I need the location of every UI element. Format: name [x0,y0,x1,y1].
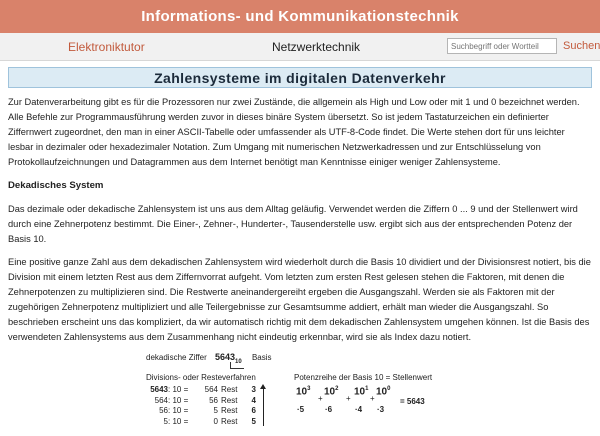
quotient: 5 [213,406,218,415]
rest-value: 5 [251,416,256,426]
division-row [146,417,256,428]
divisor: : 10 = [168,385,189,394]
label-decimal-digit: dekadische Ziffer [146,353,207,362]
site-title: Informations- und Kommunikationstechnik [141,8,459,25]
page-title: Zahlensysteme im digitalen Datenverkehr [154,69,446,86]
page-title-bar [8,67,592,88]
article-content [8,95,592,353]
power-factor: ·5 [297,405,305,414]
division-row [146,406,256,417]
plus-sign: + [318,394,323,403]
nav-link-netzwerktechnik[interactable]: Netzwerktechnik [272,40,361,54]
division-row [146,396,256,407]
divisor: : 10 = [168,406,189,415]
power-term: $10^2$ [324,386,339,398]
nav-link-elektroniktutor[interactable]: Elektroniktutor [68,40,145,54]
plus-sign: + [346,394,351,403]
power-factor: ·6 [325,405,333,414]
figure-number: $5643_{10}$ [215,352,242,365]
division-row [146,385,256,396]
quotient: 56 [209,395,218,405]
basis-pointer-line [230,362,244,369]
rest-value: 4 [251,395,256,405]
dividend: 5 [163,416,168,426]
site-header [0,0,600,33]
divisor: : 10 = [168,416,189,426]
power-term: $10^3$ [296,386,311,398]
quotient: 0 [213,416,218,426]
power-factor: ·4 [355,405,363,414]
rest-value: 6 [251,406,256,415]
rest-label: Rest [221,395,238,405]
navbar [0,33,600,61]
power-factor: ·3 [377,405,385,414]
label-basis: Basis [251,353,272,362]
reading-direction-arrow [263,386,264,426]
rest-value: 3 [251,385,256,394]
dividend: 56 [159,406,168,415]
number-index: 10 [235,358,242,365]
heading-division-method: Divisions- oder Resteverfahren [146,373,256,382]
decimal-conversion-figure [142,348,452,434]
dividend: 564 [154,395,168,405]
rest-label: Rest [221,416,238,426]
section-heading: Dekadisches System [8,180,104,191]
search-input[interactable] [447,38,557,54]
intro-paragraph: Zur Datenverarbeitung gibt es für die Prozessoren nur zwei Zustände, die allgemein als High und Low oder mit 1 und 0 bezeichnet werden. Alle Befehle zur Programmausführung werden zuvor in dieses binäre System übersetzt. So ist jedem Tastaturzeichen ein definierter Ziffernwert zugeordnet, den man in einer ASCII-Tabelle oder umfassender als UTF-8-Code findet. Die Werte stehen dort für uns leichter lesbar in dezimaler oder hexadezimaler Notation. Zum Umgang mit numerischen Netzwerkadressen und zur Entschlüsselung von Protokollaufzeichnungen und Datagrammen aus dem Internet benötigt man Kenntnisse einiger weniger Zahlensysteme. [8,97,580,167]
dividend: 5643 [150,385,168,394]
rest-label: Rest [221,385,238,394]
power-term: $10^1$ [354,386,369,398]
figure-number-row [146,352,272,365]
rest-label: Rest [221,406,238,415]
power-sum-result: = 5643 [400,397,425,406]
power-term: $10^0$ [376,386,391,398]
plus-sign: + [370,394,375,403]
heading-power-series: Potenzreihe der Basis 10 = Stellenwert [294,373,433,382]
quotient: 564 [204,385,218,394]
division-table [146,385,256,427]
search-button[interactable]: Suchen [563,40,600,52]
paragraph-division-method: Eine positive ganze Zahl aus dem dekadischen Zahlensystem wird wiederholt durch die Basis 10 dividiert und der Divisionsrest notiert, bis die Division mit einem letzten Rest aus dem Ziffernvorrat aufgeht. Vom letzten zum ersten Rest gelesen stehen die Faktoren, mit denen die Zehnerpotenzen zu multiplizieren sind. Die Restwerte aneinandergereiht ergeben die Ausgangszahl. Werden sie als Faktoren mit der zugehörigen Zehnerpotenz multipliziert und alle Teilergebnisse zur Gesamtsumme addiert, erhält man wieder die Ausgangszahl. So beschrieben erscheint uns das kompliziert, da wir automatisch richtig mit dem dekadischen Zahlensystem umgehen können. Ist die Basis des verwendeten Zahlensystems aus dem Zusammenhang nicht eindeutig erkennbar, wird sie als Index dazu notiert. [8,257,591,342]
divisor: : 10 = [168,395,189,405]
paragraph-decimal-system: Das dezimale oder dekadische Zahlensystem ist uns aus dem Alltag geläufig. Verwendet werden die Ziffern 0 ... 9 und der Stellenwert wird durch eine Zehnerpotenz bestimmt. Die Einer-, Zehner-, Hunderter-, Tausenderstelle usw. ergibt sich aus der entsprechenden Potenz der Basis 10. [8,204,578,244]
